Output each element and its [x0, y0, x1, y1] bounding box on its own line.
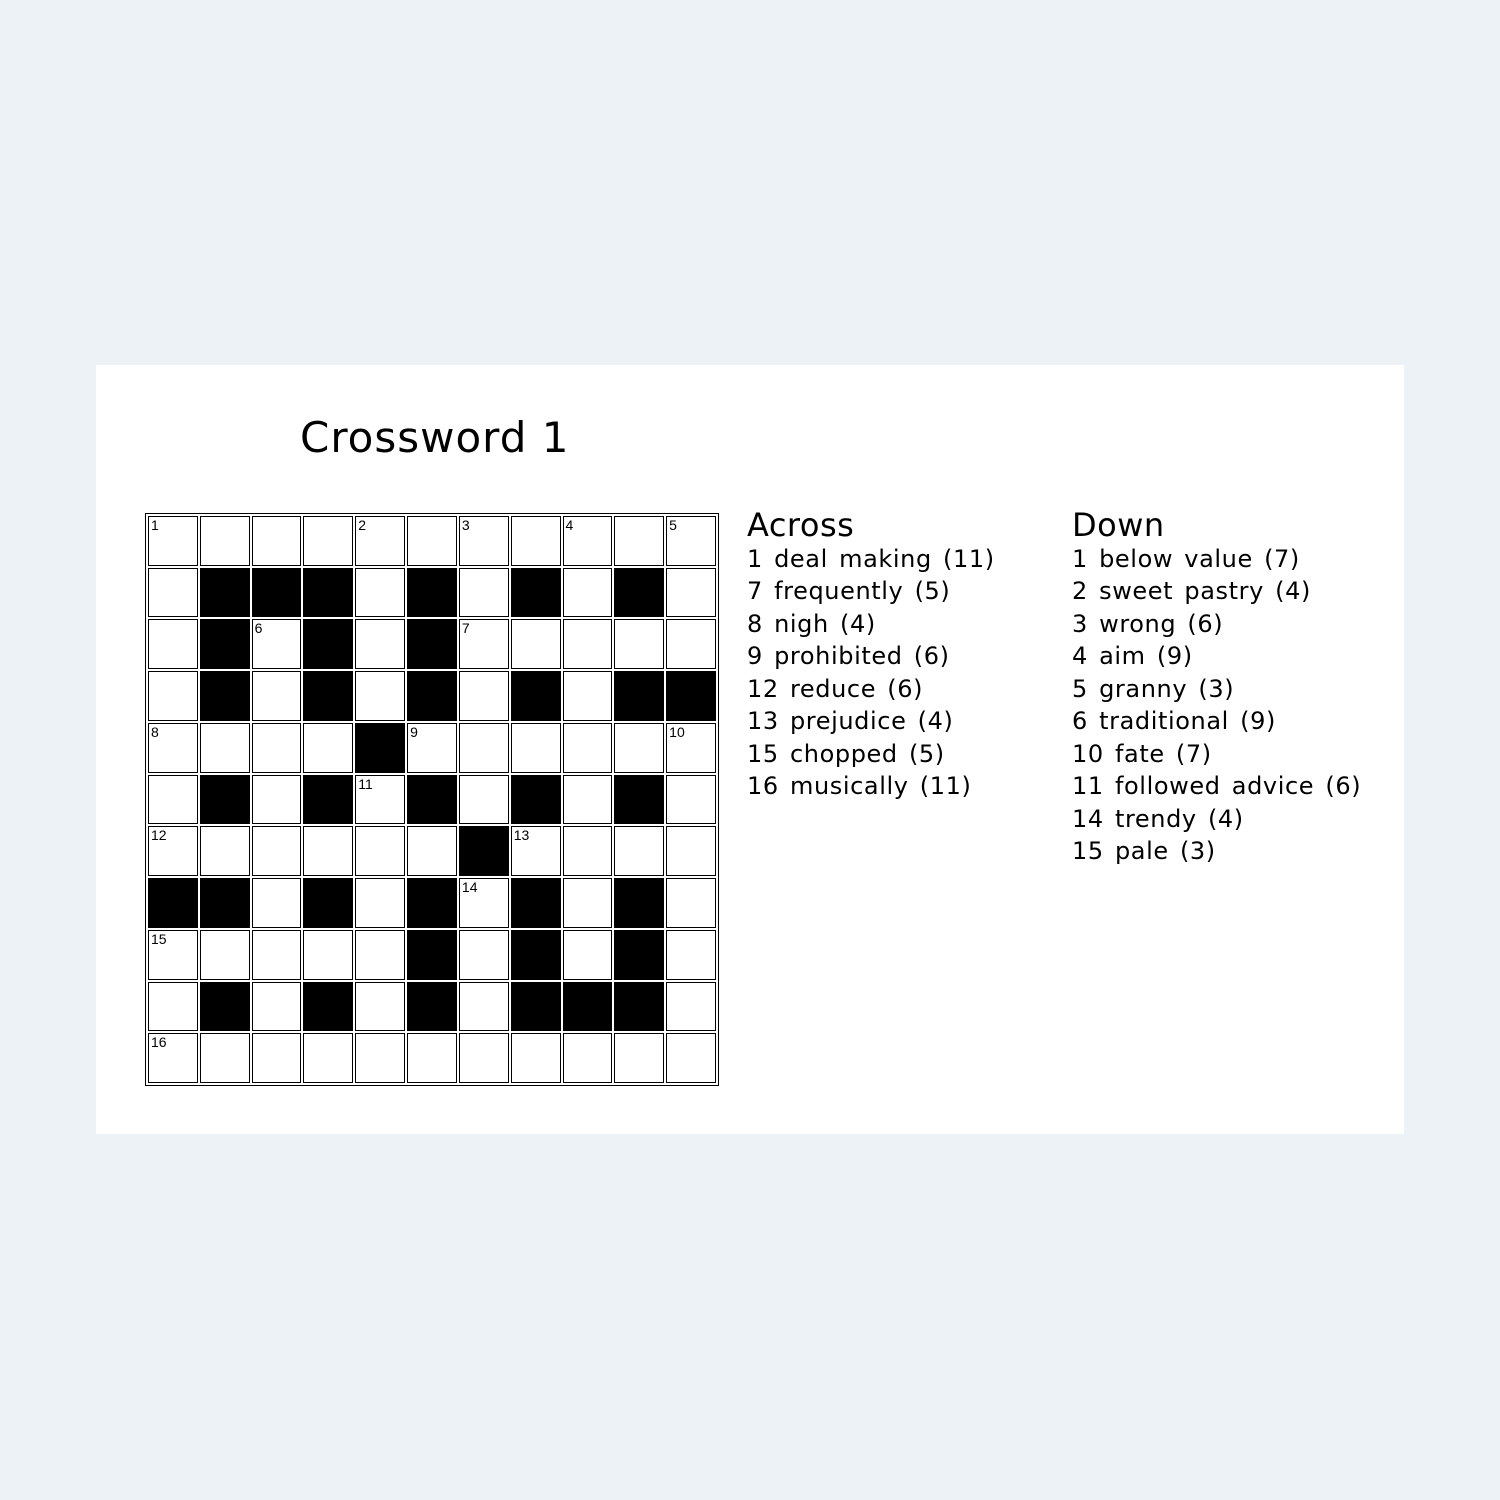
- grid-block-cell: [407, 775, 457, 825]
- grid-cell[interactable]: [252, 516, 302, 566]
- grid-cell[interactable]: [666, 516, 716, 566]
- cell-number: 9: [410, 723, 418, 740]
- across-clue[interactable]: 16 musically (11): [747, 772, 972, 801]
- grid-cell[interactable]: [666, 982, 716, 1032]
- grid-cell[interactable]: [459, 1033, 509, 1083]
- cell-number: 4: [565, 517, 574, 533]
- grid-cell[interactable]: [459, 619, 509, 669]
- across-heading: Across: [747, 506, 855, 544]
- grid-cell[interactable]: [511, 826, 561, 876]
- grid-cell[interactable]: [148, 1033, 198, 1083]
- puzzle-card: [96, 365, 1404, 1134]
- down-clue[interactable]: 4 aim (9): [1072, 642, 1193, 671]
- grid-cell[interactable]: [459, 723, 509, 773]
- page-title: Crossword 1: [300, 413, 570, 462]
- cell-number: 8: [151, 723, 159, 740]
- grid-cell[interactable]: [666, 878, 716, 928]
- grid-cell[interactable]: [459, 775, 509, 825]
- down-clue[interactable]: 11 followed advice (6): [1072, 772, 1362, 801]
- grid-cell[interactable]: [563, 1033, 613, 1083]
- down-clue-list: [1072, 543, 1361, 868]
- down-heading: Down: [1072, 506, 1165, 544]
- grid-block-cell: [252, 568, 302, 618]
- across-clue[interactable]: 7 frequently (5): [747, 577, 951, 606]
- grid-cell[interactable]: [459, 568, 509, 618]
- grid-block-cell: [148, 878, 198, 928]
- grid-cell[interactable]: [148, 671, 198, 721]
- across-clue[interactable]: 9 prohibited (6): [747, 642, 950, 671]
- grid-block-cell: [200, 671, 250, 721]
- grid-cell[interactable]: [666, 619, 716, 669]
- grid-cell[interactable]: [252, 619, 302, 669]
- grid-cell[interactable]: [303, 516, 353, 566]
- grid-cell[interactable]: [407, 1033, 457, 1083]
- grid-cell[interactable]: [303, 723, 353, 773]
- grid-cell[interactable]: [614, 826, 664, 876]
- grid-block-cell: [303, 982, 353, 1032]
- across-clues: [747, 506, 995, 803]
- cell-number: 14: [461, 879, 478, 896]
- grid-block-cell: [407, 619, 457, 669]
- down-clue[interactable]: 1 below value (7): [1072, 544, 1300, 573]
- grid-cell[interactable]: [252, 775, 302, 825]
- cell-number: 15: [151, 930, 167, 947]
- grid-cell[interactable]: [148, 619, 198, 669]
- cell-number: 12: [151, 827, 167, 844]
- down-clue[interactable]: 3 wrong (6): [1072, 609, 1224, 638]
- grid-cell[interactable]: [563, 930, 613, 980]
- grid-cell[interactable]: [563, 619, 613, 669]
- across-clue[interactable]: 12 reduce (6): [747, 674, 924, 703]
- grid-cell[interactable]: [563, 516, 613, 566]
- grid-block-cell: [200, 982, 250, 1032]
- grid-cell[interactable]: [407, 723, 457, 773]
- grid-cell[interactable]: [355, 619, 405, 669]
- grid-cell[interactable]: [252, 1033, 302, 1083]
- grid-cell[interactable]: [614, 516, 664, 566]
- grid-cell[interactable]: [355, 516, 405, 566]
- grid-cell[interactable]: [407, 826, 457, 876]
- grid-cell[interactable]: [614, 1033, 664, 1083]
- grid-block-cell: [407, 982, 457, 1032]
- grid-cell[interactable]: [407, 516, 457, 566]
- grid-block-cell: [355, 723, 405, 773]
- cell-number: 10: [669, 723, 685, 740]
- down-clue[interactable]: 2 sweet pastry (4): [1072, 577, 1311, 606]
- grid-cell[interactable]: [303, 1033, 353, 1083]
- grid-block-cell: [563, 982, 613, 1032]
- grid-block-cell: [614, 878, 664, 928]
- cell-number: 2: [358, 517, 367, 533]
- grid-cell[interactable]: [459, 516, 509, 566]
- grid-cell[interactable]: [563, 568, 613, 618]
- grid-block-cell: [459, 826, 509, 876]
- grid-cell[interactable]: [511, 516, 561, 566]
- grid-cell[interactable]: [200, 723, 250, 773]
- grid-cell[interactable]: [666, 723, 716, 773]
- grid-block-cell: [614, 930, 664, 980]
- grid-block-cell: [407, 671, 457, 721]
- grid-cell[interactable]: [563, 775, 613, 825]
- grid-cell[interactable]: [511, 1033, 561, 1083]
- grid-cell[interactable]: [511, 619, 561, 669]
- grid-cell[interactable]: [459, 982, 509, 1032]
- cell-number: 3: [461, 517, 470, 533]
- grid-cell[interactable]: [200, 826, 250, 876]
- grid-cell[interactable]: [252, 671, 302, 721]
- grid-cell[interactable]: [148, 826, 198, 876]
- across-clue[interactable]: 15 chopped (5): [747, 739, 945, 768]
- grid-block-cell: [511, 878, 561, 928]
- grid-block-cell: [614, 982, 664, 1032]
- grid-block-cell: [407, 568, 457, 618]
- grid-block-cell: [303, 775, 353, 825]
- crossword-grid: [145, 513, 719, 1086]
- grid-block-cell: [511, 930, 561, 980]
- grid-block-cell: [407, 878, 457, 928]
- grid-cell[interactable]: [563, 723, 613, 773]
- grid-block-cell: [303, 671, 353, 721]
- grid-cell[interactable]: [148, 723, 198, 773]
- grid-cell[interactable]: [355, 568, 405, 618]
- grid-block-cell: [511, 775, 561, 825]
- cell-number: 13: [513, 827, 530, 844]
- cell-number: 11: [358, 775, 373, 792]
- grid-cell[interactable]: [148, 930, 198, 980]
- grid-cell[interactable]: [563, 671, 613, 721]
- grid-block-cell: [511, 982, 561, 1032]
- grid-cell[interactable]: [252, 930, 302, 980]
- across-clue[interactable]: 13 prejudice (4): [747, 707, 954, 736]
- down-clues: [1072, 506, 1362, 868]
- grid-cell[interactable]: [252, 723, 302, 773]
- grid-cell[interactable]: [666, 930, 716, 980]
- grid-cell[interactable]: [252, 878, 302, 928]
- down-clue[interactable]: 10 fate (7): [1072, 739, 1212, 768]
- grid-cell[interactable]: [563, 826, 613, 876]
- grid-block-cell: [666, 671, 716, 721]
- grid-cell[interactable]: [459, 878, 509, 928]
- down-clue[interactable]: 15 pale (3): [1072, 837, 1216, 866]
- grid-block-cell: [614, 775, 664, 825]
- grid-cell[interactable]: [148, 516, 198, 566]
- grid-cell[interactable]: [148, 775, 198, 825]
- grid-block-cell: [200, 568, 250, 618]
- grid-cell[interactable]: [355, 878, 405, 928]
- grid-block-cell: [614, 568, 664, 618]
- cell-number: 16: [151, 1034, 167, 1051]
- grid-cell[interactable]: [355, 1033, 405, 1083]
- down-clue[interactable]: 14 trendy (4): [1072, 804, 1244, 833]
- cell-number: 6: [254, 620, 263, 637]
- grid-block-cell: [200, 619, 250, 669]
- grid-cell[interactable]: [148, 568, 198, 618]
- grid-cell[interactable]: [303, 930, 353, 980]
- down-clue[interactable]: 6 traditional (9): [1072, 707, 1276, 736]
- grid-block-cell: [200, 878, 250, 928]
- grid-block-cell: [407, 930, 457, 980]
- grid-cell[interactable]: [355, 775, 405, 825]
- grid-block-cell: [200, 775, 250, 825]
- grid-cell[interactable]: [666, 775, 716, 825]
- grid-cell[interactable]: [355, 671, 405, 721]
- cell-number: 5: [669, 517, 677, 533]
- across-clue[interactable]: 8 nigh (4): [747, 609, 876, 638]
- grid-cell[interactable]: [355, 930, 405, 980]
- grid-cell[interactable]: [459, 671, 509, 721]
- grid-cell[interactable]: [614, 619, 664, 669]
- grid-block-cell: [511, 671, 561, 721]
- grid-cell[interactable]: [563, 878, 613, 928]
- grid-cell[interactable]: [666, 826, 716, 876]
- cell-number: 7: [461, 620, 470, 637]
- grid-cell[interactable]: [200, 1033, 250, 1083]
- grid-cell[interactable]: [511, 723, 561, 773]
- grid-cell[interactable]: [200, 930, 250, 980]
- grid-block-cell: [303, 878, 353, 928]
- grid-block-cell: [614, 671, 664, 721]
- grid-cell[interactable]: [252, 826, 302, 876]
- grid-cell[interactable]: [666, 568, 716, 618]
- grid-cell[interactable]: [355, 826, 405, 876]
- grid-cell[interactable]: [200, 516, 250, 566]
- across-clue[interactable]: 1 deal making (11): [747, 544, 995, 573]
- grid-block-cell: [303, 619, 353, 669]
- grid-cell[interactable]: [252, 982, 302, 1032]
- grid-cell[interactable]: [303, 826, 353, 876]
- across-clue-list: [747, 543, 995, 803]
- grid-cell[interactable]: [459, 930, 509, 980]
- grid-cell[interactable]: [614, 723, 664, 773]
- grid-cell[interactable]: [666, 1033, 716, 1083]
- grid-cell[interactable]: [148, 982, 198, 1032]
- grid-cell[interactable]: [355, 982, 405, 1032]
- grid-block-cell: [511, 568, 561, 618]
- down-clue[interactable]: 5 granny (3): [1072, 674, 1235, 703]
- cell-number: 1: [151, 517, 159, 533]
- grid-block-cell: [303, 568, 353, 618]
